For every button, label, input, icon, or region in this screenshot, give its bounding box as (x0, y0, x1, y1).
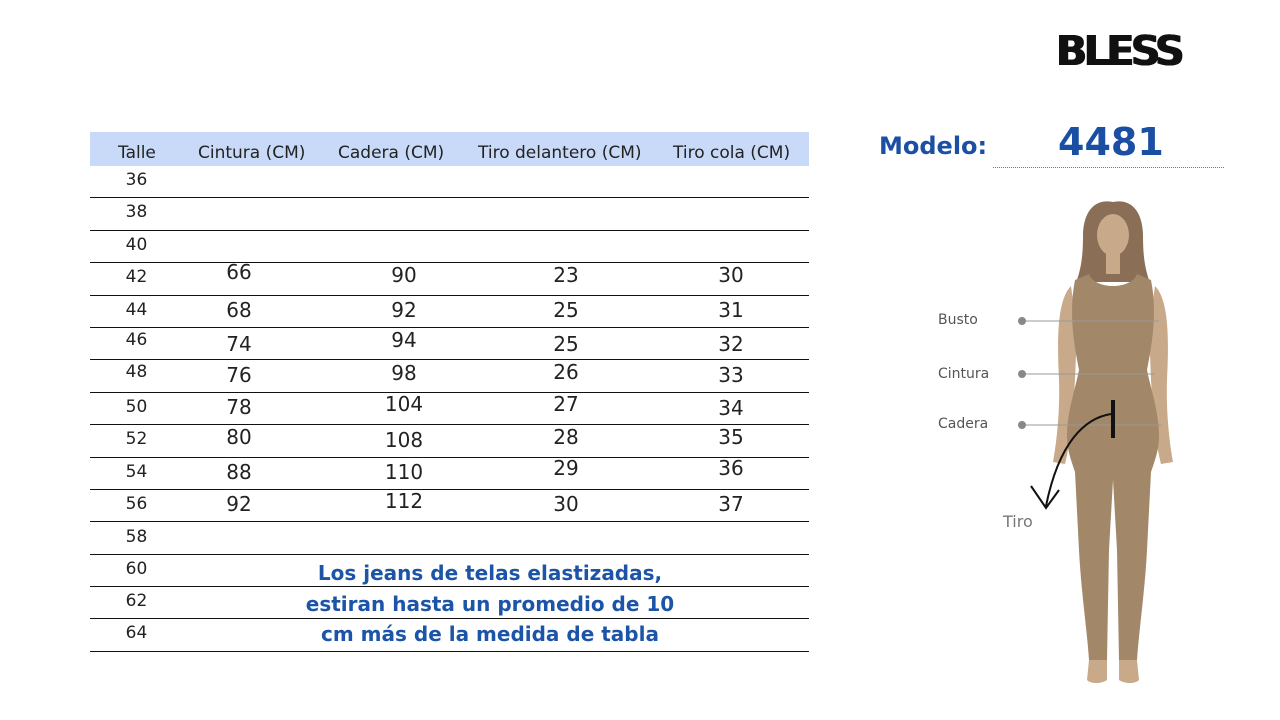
cell-cadera: 108 (384, 428, 424, 453)
cell-cadera: 92 (391, 297, 417, 322)
cell-talle: 54 (125, 461, 148, 482)
cell-cintura: 66 (226, 260, 252, 285)
table-row (90, 455, 809, 490)
cell-talle: 42 (125, 267, 148, 288)
table-row (90, 198, 809, 230)
label-busto: Busto (938, 312, 978, 328)
cell-cadera: 90 (391, 263, 417, 288)
cell-cintura: 80 (226, 425, 252, 450)
table-row (90, 260, 809, 295)
cell-cintura: 88 (226, 459, 252, 484)
header-cadera: Cadera (CM) (338, 143, 445, 163)
cell-talle: 52 (125, 429, 148, 450)
cell-tiro-cola: 33 (718, 363, 744, 388)
cell-talle: 36 (125, 170, 148, 190)
cell-cadera: 110 (384, 459, 424, 484)
cell-tiro-delantero: 23 (553, 263, 579, 288)
header-cintura: Cintura (CM) (198, 143, 306, 163)
brand-logo: BLESS (1056, 27, 1182, 75)
header-tiro-cola: Tiro cola (CM) (673, 143, 791, 163)
cell-tiro-cola: 32 (718, 331, 744, 356)
cell-talle: 58 (125, 527, 148, 548)
cell-tiro-cola: 37 (718, 491, 744, 516)
cell-tiro-delantero: 25 (553, 331, 579, 356)
cell-tiro-delantero: 27 (553, 391, 579, 416)
cell-tiro-cola: 31 (718, 297, 744, 322)
cell-cintura: 76 (226, 363, 252, 388)
cell-tiro-cola: 35 (718, 425, 744, 450)
cell-tiro-delantero: 30 (553, 491, 579, 516)
cell-talle: 64 (125, 623, 148, 644)
cell-tiro-cola: 34 (718, 395, 744, 420)
cell-tiro-cola: 36 (718, 455, 744, 480)
cell-cintura: 68 (226, 297, 252, 322)
model-number: 4481 (1058, 120, 1164, 164)
table-header-row (90, 132, 809, 166)
table-row (90, 522, 809, 554)
note-line-3: cm más de la medida de tabla (321, 622, 659, 647)
model-underline (993, 167, 1224, 168)
table-row (90, 425, 809, 457)
cell-talle: 56 (125, 493, 148, 514)
label-cadera: Cadera (938, 416, 989, 432)
cell-cadera: 98 (391, 361, 417, 386)
cell-cadera: 94 (391, 327, 417, 352)
cell-tiro-delantero: 29 (553, 455, 579, 480)
cell-talle: 40 (125, 234, 148, 255)
cell-talle: 44 (125, 299, 148, 320)
cell-tiro-delantero: 25 (553, 297, 579, 322)
label-cintura: Cintura (938, 366, 990, 382)
cell-talle: 50 (125, 396, 148, 417)
cell-talle: 48 (125, 362, 148, 383)
cell-talle: 60 (125, 558, 148, 579)
header-tiro-delantero: Tiro delantero (CM) (478, 143, 642, 163)
table-row (90, 619, 809, 651)
cell-cadera: 104 (384, 391, 424, 416)
table-row (90, 587, 809, 619)
table-row (90, 328, 809, 360)
note-line-2: estiran hasta un promedio de 10 (305, 592, 675, 617)
table-row (90, 166, 809, 198)
size-table (90, 132, 809, 652)
cell-talle: 62 (125, 591, 148, 612)
table-row (90, 360, 809, 392)
cell-tiro-delantero: 26 (553, 360, 579, 385)
table-row (90, 555, 809, 587)
cell-tiro-cola: 30 (718, 263, 744, 288)
cell-cintura: 92 (226, 491, 252, 516)
table-row (90, 296, 809, 328)
cell-cadera: 112 (384, 488, 424, 513)
header-talle: Talle (118, 143, 156, 163)
table-row (90, 231, 809, 263)
cell-cintura: 78 (226, 394, 252, 419)
model-label: Modelo: (879, 132, 988, 160)
cell-tiro-delantero: 28 (553, 425, 579, 450)
cell-talle: 38 (125, 202, 148, 223)
table-row (90, 393, 809, 425)
label-tiro: Tiro (1003, 512, 1033, 531)
table-row (90, 490, 809, 522)
measurement-figure (925, 190, 1195, 690)
cell-talle: 46 (125, 329, 148, 350)
note-line-1: Los jeans de telas elastizadas, (317, 560, 663, 585)
woman-silhouette-icon (925, 190, 1195, 690)
cell-cintura: 74 (226, 331, 252, 356)
